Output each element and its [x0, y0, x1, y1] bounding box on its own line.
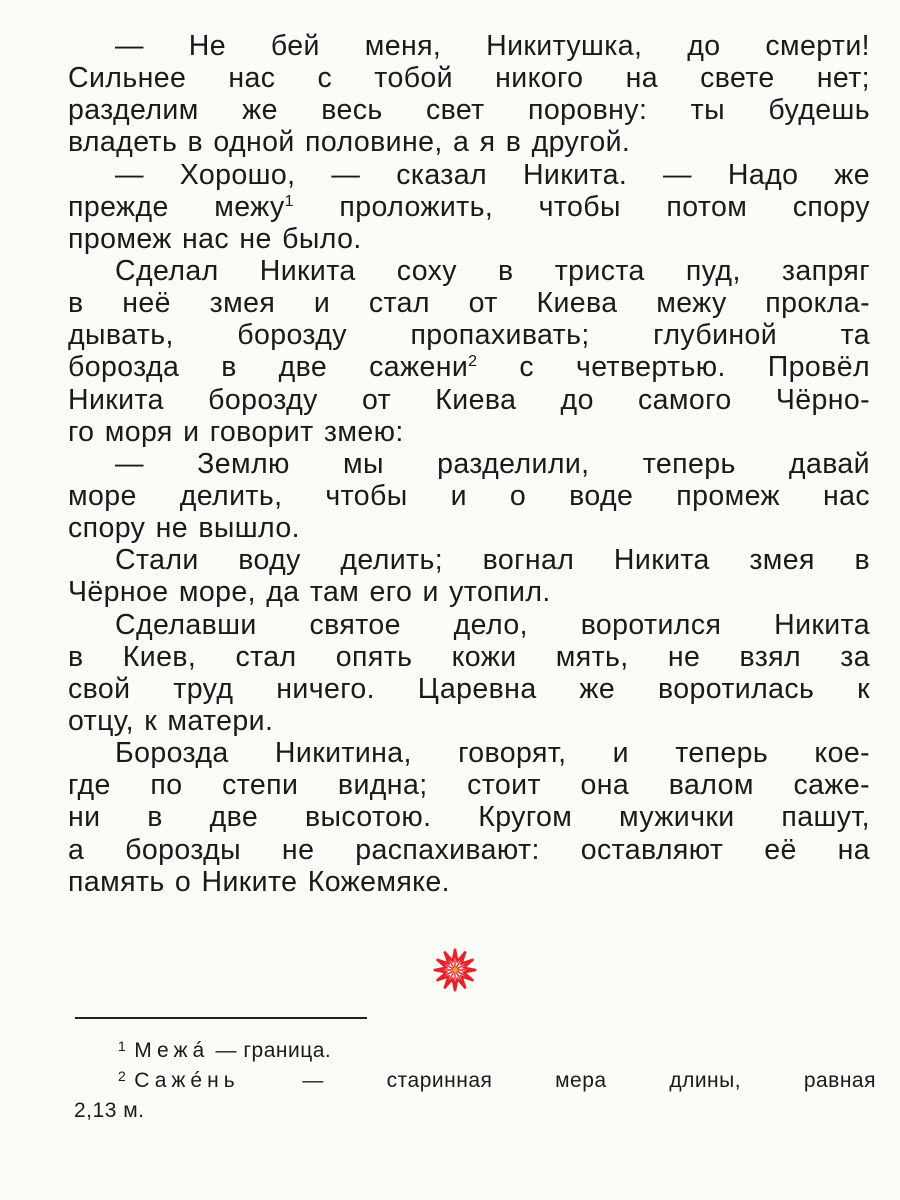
text-line — [68, 544, 870, 576]
text-line — [68, 705, 870, 737]
line-text: го моря и говорит змею: — [68, 415, 404, 448]
line-text: в Киев, стал опять кожи мять, не взял за — [68, 640, 870, 673]
line-text: Сделавши святое дело, воротился Никита — [115, 608, 870, 641]
text-line — [68, 62, 870, 94]
text-line — [68, 769, 870, 801]
text-line — [68, 255, 870, 287]
line-text: проложить, чтобы потом спору — [293, 190, 871, 223]
line-text: спору не вышло. — [68, 512, 300, 545]
star-ornament-icon — [432, 947, 478, 993]
line-text: Сделал Никита соху в триста пуд, запряг — [115, 254, 870, 287]
line-text: владеть в одной половине, а я в другой. — [68, 126, 631, 159]
text-line — [68, 641, 870, 673]
line-text: память о Никите Кожемяке. — [68, 865, 450, 898]
footnote-2 — [118, 1066, 876, 1096]
footnote-term: Межá — [134, 1039, 210, 1062]
line-text: дывать, борозду пропахивать; глубиной та — [68, 319, 870, 352]
text-line — [68, 126, 870, 158]
line-text: Борозда Никитина, говорят, и теперь кое- — [115, 737, 870, 770]
text-line — [68, 834, 870, 866]
line-text: прежде межу — [68, 190, 285, 223]
line-text: море делить, чтобы и о воде промеж нас — [68, 479, 870, 512]
footnote-term: Сажéнь — [134, 1069, 240, 1092]
text-line — [68, 416, 870, 448]
text-line — [68, 223, 870, 255]
line-text: в неё змея и стал от Киева межу прокла- — [68, 287, 870, 320]
line-text: — Хорошо, — сказал Никита. — Надо же — [115, 158, 870, 191]
footnote-mark: 2 — [118, 1068, 127, 1084]
text-line — [68, 351, 870, 383]
text-line — [68, 287, 870, 319]
footnote-ref: 2 — [468, 353, 478, 371]
text-line — [68, 30, 870, 62]
line-text: — Не бей меня, Никитушка, до смерти! — [115, 30, 870, 62]
line-text: Сильнее нас с тобой никого на свете нет; — [68, 62, 870, 95]
line-text: отцу, к матери. — [68, 704, 274, 737]
line-text: разделим же весь свет поровну: ты будешь — [68, 94, 870, 127]
text-line — [68, 737, 870, 769]
text-line — [68, 448, 870, 480]
text-line — [68, 159, 870, 191]
text-line — [68, 673, 870, 705]
text-line — [68, 609, 870, 641]
line-text: а борозды не распахивают: оставляют её на — [68, 833, 870, 866]
text-line — [68, 384, 870, 416]
text-line — [68, 94, 870, 126]
footnote-text: — граница. — [215, 1039, 332, 1062]
footnote-1 — [118, 1036, 331, 1066]
line-text: с четвертью. Провёл — [477, 351, 870, 384]
text-line — [68, 866, 870, 898]
footnote-2-continuation: 2,13 м. — [74, 1099, 145, 1122]
footnote-divider — [75, 1017, 367, 1019]
line-text: Чёрное море, да там его и утопил. — [68, 576, 551, 609]
line-text: борозда в две сажени — [68, 351, 469, 384]
line-text: промеж нас не было. — [68, 222, 362, 255]
line-text: — Землю мы разделили, теперь давай — [115, 447, 870, 480]
story-text — [68, 30, 870, 898]
line-text: Стали воду делить; вогнал Никита змея в — [115, 544, 870, 577]
text-line — [68, 191, 870, 223]
line-text: ни в две высотою. Кругом мужички пашут, — [68, 801, 870, 834]
footnote-mark: 1 — [118, 1038, 127, 1054]
line-text: свой труд ничего. Царевна же воротилась к — [68, 672, 870, 705]
text-line — [68, 576, 870, 608]
footnote-text: — старинная мера длины, равная — [302, 1069, 876, 1092]
line-text: Никита борозду от Киева до самого Чёрно- — [68, 383, 870, 416]
text-line — [68, 801, 870, 833]
footnote-ref: 1 — [284, 192, 294, 210]
text-line — [68, 480, 870, 512]
line-text: где по степи видна; стоит она валом саже- — [68, 769, 870, 802]
text-line — [68, 512, 870, 544]
text-line — [68, 319, 870, 351]
